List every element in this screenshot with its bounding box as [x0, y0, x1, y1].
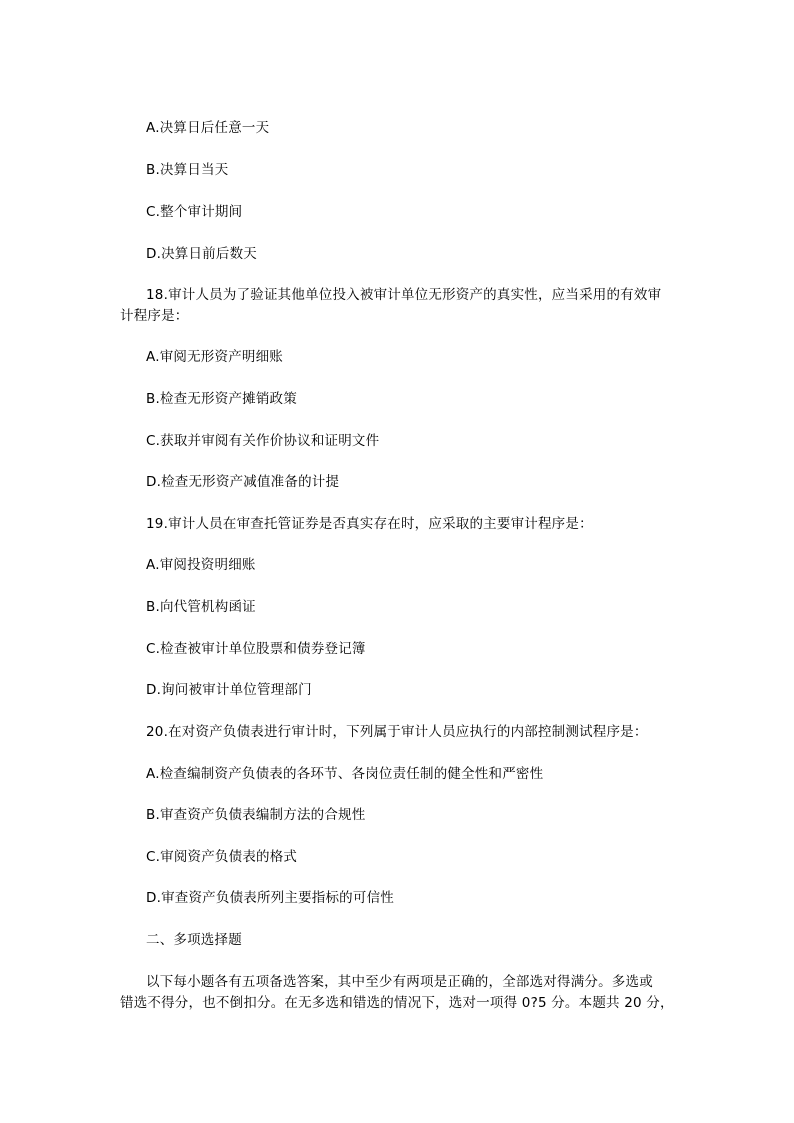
q18-text-line1: 18.审计人员为了验证其他单位投入被审计单位无形资产的真实性，应当采用的有效审 [146, 287, 662, 303]
q19-option-b: B.向代管机构函证 [146, 599, 256, 615]
q17-option-c: C.整个审计期间 [146, 204, 243, 220]
q18-option-d: D.检查无形资产减值准备的计提 [146, 474, 340, 490]
q18-text-line2: 计程序是： [120, 308, 189, 324]
q17-option-b: B.决算日当天 [146, 162, 229, 178]
q20-option-c: C.审阅资产负债表的格式 [146, 849, 298, 865]
section-instructions-line1: 以下每小题各有五项备选答案，其中至少有两项是正确的，全部选对得满分。多选或 [146, 974, 653, 990]
q18-option-b: B.检查无形资产摊销政策 [146, 391, 297, 407]
q20-option-d: D.审查资产负债表所列主要指标的可信性 [146, 890, 394, 906]
q18-option-a: A.审阅无形资产明细账 [146, 349, 283, 365]
section-instructions-line2: 错选不得分，也不倒扣分。在无多选和错选的情况下，选对一项得 0?5 分。本题共 20 分， [120, 995, 674, 1011]
q17-option-d: D.决算日前后数天 [146, 246, 257, 262]
q19-option-d: D.询问被审计单位管理部门 [146, 682, 312, 698]
section-heading: 二、多项选择题 [146, 932, 242, 948]
q20-option-a: A.检查编制资产负债表的各环节、各岗位责任制的健全性和严密性 [146, 766, 544, 782]
q19-text: 19.审计人员在审查托管证券是否真实存在时，应采取的主要审计程序是： [146, 516, 593, 532]
q20-text: 20.在对资产负债表进行审计时，下列属于审计人员应执行的内部控制测试程序是： [146, 724, 648, 740]
q19-option-c: C.检查被审计单位股票和债券登记簿 [146, 641, 366, 657]
q17-option-a: A.决算日后任意一天 [146, 120, 270, 136]
q19-option-a: A.审阅投资明细账 [146, 557, 256, 573]
q20-option-b: B.审查资产负债表编制方法的合规性 [146, 807, 366, 823]
q18-option-c: C.获取并审阅有关作价协议和证明文件 [146, 433, 380, 449]
